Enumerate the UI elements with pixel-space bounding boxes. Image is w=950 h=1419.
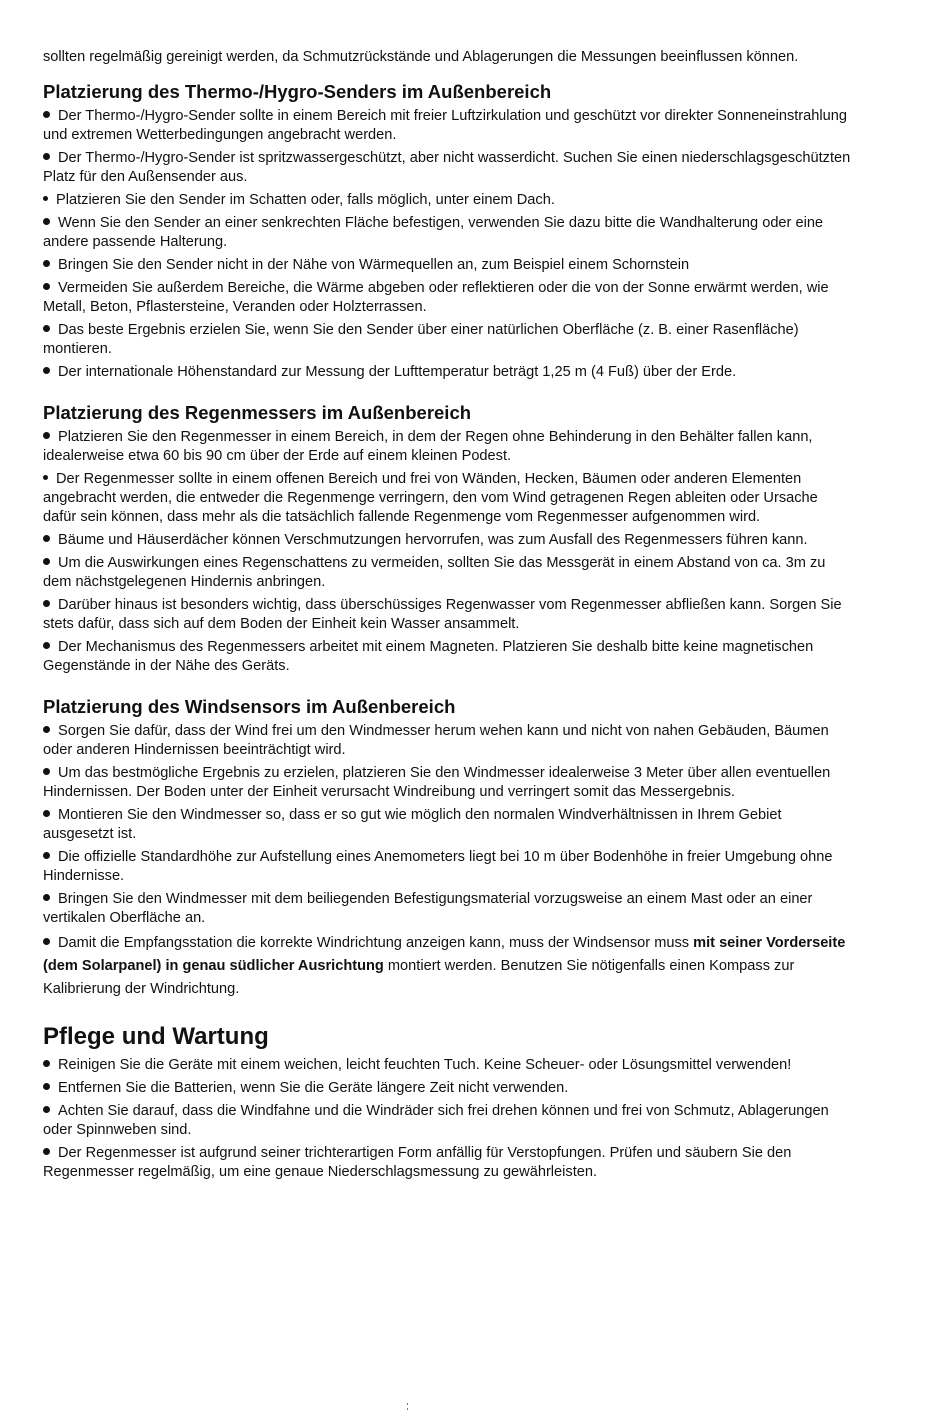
edge-mark-icon	[406, 1402, 409, 1412]
bullet-icon	[43, 596, 58, 615]
list-item: Sorgen Sie dafür, dass der Wind frei um den Windmesser herum wehen kann und nicht von nahen Gebäuden, Bäumen oder anderen Hindernissen beeinträchtigt wird.	[43, 723, 829, 758]
bullet-icon	[43, 1056, 58, 1075]
bullet-icon	[43, 1079, 58, 1098]
bullet-icon	[43, 531, 58, 550]
bullet-icon	[43, 279, 58, 298]
bullet-icon	[43, 638, 58, 657]
list-item: Der Regenmesser ist aufgrund seiner trichterartigen Form anfällig für Verstopfungen. Prüfen und säubern Sie den Regenmesser regelmäßig, um eine genaue Niederschlagsmessung zu gewährleisten.	[43, 1145, 792, 1180]
list-item: Darüber hinaus ist besonders wichtig, dass überschüssiges Regenwasser vom Regenmesser abfließen kann. Sorgen Sie stets dafür, dass sich auf dem Boden der Einheit kein Wasser ansammelt.	[43, 597, 842, 632]
list-item: Bäume und Häuserdächer können Verschmutzungen hervorrufen, was zum Ausfall des Regenmessers führen kann.	[43, 531, 853, 550]
list-item: Um die Auswirkungen eines Regenschattens zu vermeiden, sollten Sie das Messgerät in einem Abstand von ca. 3m zu dem nächstgelegenen Hindernis anbringen.	[43, 555, 826, 590]
bullet-icon	[43, 149, 58, 168]
list-item: Bringen Sie den Sender nicht in der Nähe von Wärmequellen an, zum Beispiel einem Schornstein	[43, 256, 853, 275]
bullet-icon	[43, 1102, 58, 1121]
list-item: Entfernen Sie die Batterien, wenn Sie die Geräte längere Zeit nicht verwenden.	[43, 1079, 853, 1098]
bullet-icon	[43, 554, 58, 573]
list-item: Wenn Sie den Sender an einer senkrechten Fläche befestigen, verwenden Sie dazu bitte die Wandhalterung oder eine andere passende Halterung.	[43, 215, 824, 250]
list-item: Der Regenmesser sollte in einem offenen Bereich und frei von Wänden, Hecken, Bäumen oder anderen Elementen angebracht werden, die entweder die Regenmenge verringern, den vom Wind getragenen Regen ableiten oder Ursache dafür sein können, dass mehr als die tatsächlich fallende Regenmenge vom Regenmesser aufgenommen wird.	[43, 471, 818, 525]
page-edge-mark	[406, 1402, 409, 1412]
bullet-icon	[43, 890, 58, 909]
bullet-icon	[43, 764, 58, 783]
bullet-icon	[43, 470, 56, 489]
list-item: Das beste Ergebnis erzielen Sie, wenn Sie den Sender über einer natürlichen Oberfläche (z. B. einer Rasenfläche) montieren.	[43, 322, 799, 357]
intro-paragraph: sollten regelmäßig gereinigt werden, da Schmutzrückstände und Ablagerungen die Messungen beeinflussen können.	[43, 49, 799, 65]
list-item: Platzieren Sie den Sender im Schatten oder, falls möglich, unter einem Dach.	[43, 191, 853, 210]
section-heading-wind-sensor: Platzierung des Windsensors im Außenbereich	[43, 696, 456, 717]
list-item: Vermeiden Sie außerdem Bereiche, die Wärme abgeben oder reflektieren oder die von der Sonne erwärmt werden, wie Metall, Beton, Pflastersteine, Veranden oder Holzterrassen.	[43, 280, 829, 315]
section-heading-rain-gauge: Platzierung des Regenmessers im Außenbereich	[43, 402, 472, 423]
emphasis-text: mit seiner Vorderseite (dem Solarpanel) in genau südlicher Ausrichtung	[43, 935, 846, 974]
list-item: Um das bestmögliche Ergebnis zu erzielen, platzieren Sie den Windmesser idealerweise 3 Meter über allen eventuellen Hindernissen. Der Boden unter der Einheit verursacht Windreibung und verringert somit das Messergebnis.	[43, 765, 831, 800]
bullet-icon	[43, 806, 58, 825]
bullet-icon	[43, 932, 58, 955]
list-item-continuation: ausgesetzt ist.	[43, 826, 137, 842]
section-heading-care: Pflege und Wartung	[43, 1023, 269, 1050]
list-item: Der Mechanismus des Regenmessers arbeitet mit einem Magneten. Platzieren Sie deshalb bitte keine magnetischen Gegenstände in der Nähe des Geräts.	[43, 639, 814, 674]
bullet-icon	[43, 848, 58, 867]
list-item: Bringen Sie den Windmesser mit dem beiliegenden Befestigungsmaterial vorzugsweise an einem Mast oder an einer vertikalen Oberfläche an.	[43, 891, 813, 926]
list-item: Der Thermo-/Hygro-Sender ist spritzwassergeschützt, aber nicht wasserdicht. Suchen Sie einen niederschlagsgeschützten Platz für den Außensender aus.	[43, 150, 851, 185]
bullet-icon	[43, 107, 58, 126]
document-page	[43, 48, 853, 1186]
bullet-icon	[43, 214, 58, 233]
bullet-icon	[43, 428, 58, 447]
list-item: Der internationale Höhenstandard zur Messung der Lufttemperatur beträgt 1,25 m (4 Fuß) über der Erde.	[43, 363, 853, 382]
list-item: Die offizielle Standardhöhe zur Aufstellung eines Anemometers liegt bei 10 m über Bodenhöhe in freier Umgebung ohne Hindernisse.	[43, 849, 833, 884]
list-item: Montieren Sie den Windmesser so, dass er so gut wie möglich den normalen Windverhältnissen in Ihrem Gebiet ausgesetzt ist.	[43, 807, 782, 842]
bullet-icon	[43, 321, 58, 340]
list-item: Platzieren Sie den Regenmesser in einem Bereich, in dem der Regen ohne Behinderung in den Behälter fallen kann, idealerweise etwa 60 bis 90 cm über der Erde auf einem kleinen Podest.	[43, 429, 813, 464]
list-item: Reinigen Sie die Geräte mit einem weichen, leicht feuchten Tuch. Keine Scheuer- oder Lösungsmittel verwenden!	[43, 1056, 853, 1075]
bullet-icon	[43, 191, 56, 210]
bullet-icon	[43, 256, 58, 275]
list-item: Achten Sie darauf, dass die Windfahne und die Windräder sich frei drehen können und frei von Schmutz, Ablagerungen oder Spinnweben sind.	[43, 1103, 829, 1138]
list-item: Damit die Empfangsstation die korrekte Windrichtung anzeigen kann, muss der Windsensor muss mit seiner Vorderseite (dem Solarpanel) in genau südlicher Ausrichtung montiert werden. Benutzen Sie nötigenfalls einen Kompass zur Kalibrierung der Windrichtung.	[43, 932, 853, 1001]
bullet-icon	[43, 1144, 58, 1163]
bullet-icon	[43, 363, 58, 382]
section-heading-thermo-hygro: Platzierung des Thermo-/Hygro-Senders im Außenbereich	[43, 81, 552, 102]
bullet-icon	[43, 722, 58, 741]
list-item: Der Thermo-/Hygro-Sender sollte in einem Bereich mit freier Luftzirkulation und geschützt vor direkter Sonneneinstrahlung und extremen Wetterbedingungen angebracht werden.	[43, 108, 847, 143]
